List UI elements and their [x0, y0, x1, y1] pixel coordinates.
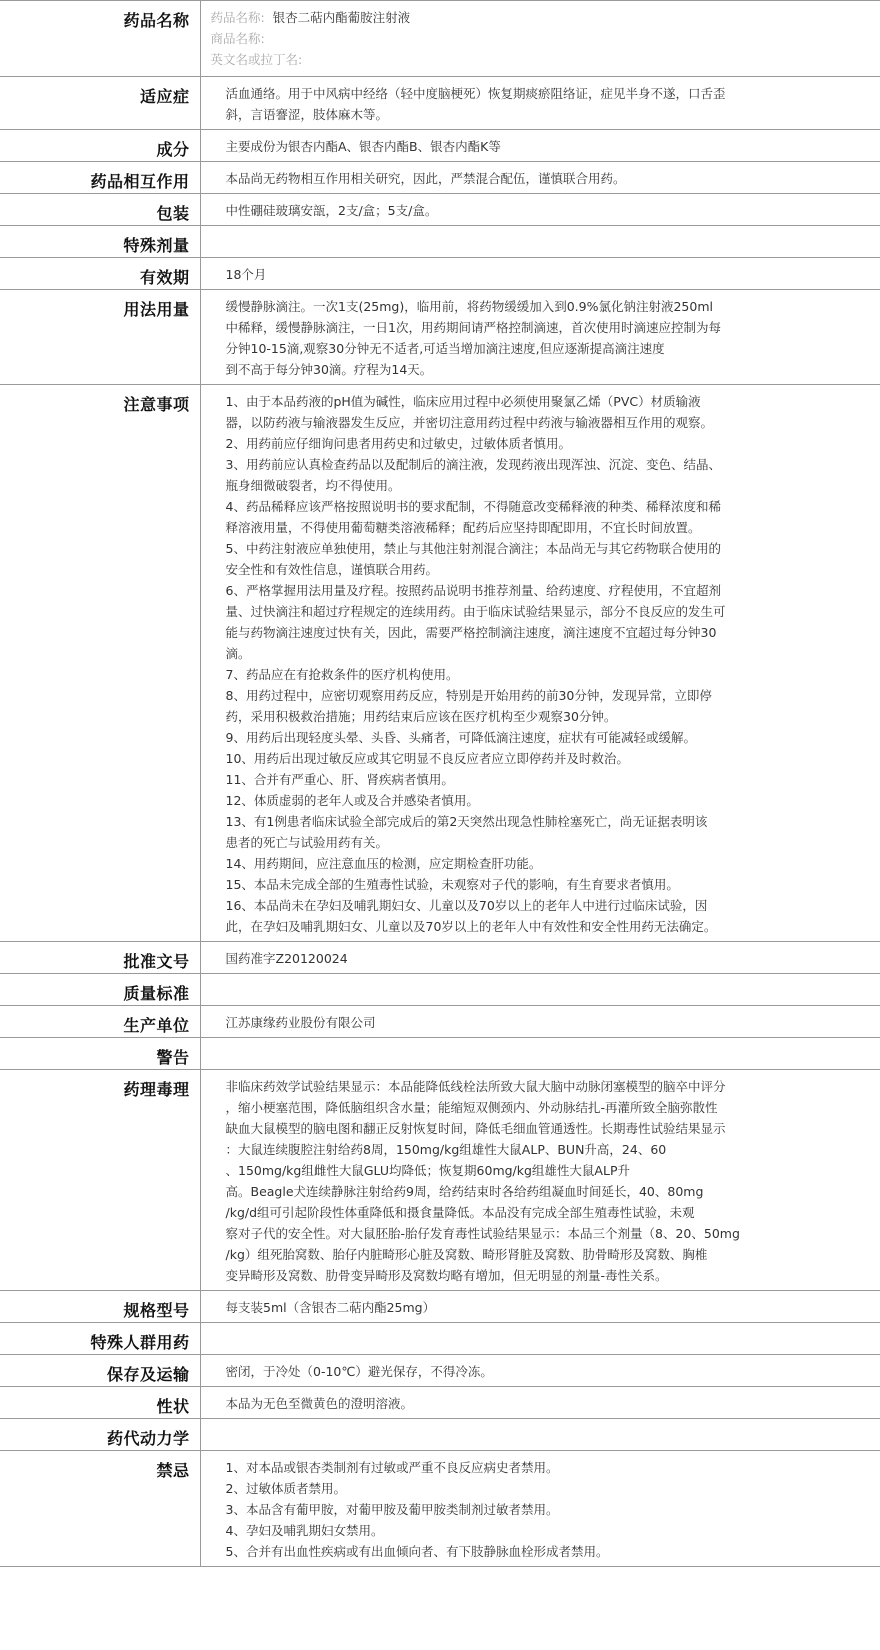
table-row: [0, 226, 880, 258]
text-line: ，缩小梗塞范围，降低脑组织含水量；能缩短双侧颈内、外动脉结扎-再灌所致全脑弥散性: [225, 1100, 718, 1115]
table-row: [0, 1355, 880, 1387]
row-value: [200, 1291, 880, 1323]
table-row: [0, 258, 880, 290]
text-line: 量、过快滴注和超过疗程规定的连续用药。由于临床试验结果显示，部分不良反应的发生可: [225, 604, 726, 619]
text-line: 每支装5ml（含银杏二萜内酯25mg）: [225, 1300, 436, 1315]
text-line: 本品为无色至微黄色的澄明溶液。: [225, 1396, 414, 1411]
text-line: 5、合并有出血性疾病或有出血倾向者、有下肢静脉血栓形成者禁用。: [225, 1544, 609, 1559]
text-line: 10、用药后出现过敏反应或其它明显不良反应者应立即停药并及时救治。: [225, 751, 629, 766]
table-row: [0, 1038, 880, 1070]
text-line: 2、过敏体质者禁用。: [225, 1481, 346, 1496]
table-row: [0, 385, 880, 942]
row-value: [200, 130, 880, 162]
text-line: 8、用药过程中，应密切观察用药反应，特别是开始用药的前30分钟，发现异常，立即停: [225, 688, 712, 703]
text-line: 中稀释，缓慢静脉滴注，一日1次，用药期间请严格控制滴速，首次使用时滴速应控制为每: [225, 320, 721, 335]
row-value: [200, 942, 880, 974]
row-label: 批准文号: [0, 942, 200, 974]
text-line: 16、本品尚未在孕妇及哺乳期妇女、儿童以及70岁以上的老年人中进行过临床试验，因: [225, 898, 708, 913]
text-line: 到不高于每分钟30滴。疗程为14天。: [225, 362, 433, 377]
row-value: [200, 1355, 880, 1387]
row-label: 特殊人群用药: [0, 1323, 200, 1355]
table-row: [0, 162, 880, 194]
row-value: [200, 290, 880, 385]
row-value: [200, 1070, 880, 1291]
text-line: 11、合并有严重心、肝、肾疾病者慎用。: [225, 772, 454, 787]
table-row: [0, 1419, 880, 1451]
table-row: [0, 77, 880, 130]
text-line: 中性硼硅玻璃安瓿，2支/盒；5支/盒。: [225, 203, 438, 218]
text-line: 6、严格掌握用法用量及疗程。按照药品说明书推荐剂量、给药速度、疗程使用，不宜超剂: [225, 583, 721, 598]
table-row: [0, 194, 880, 226]
table-row: [0, 130, 880, 162]
english-name-label: 英文名或拉丁名:: [210, 52, 303, 67]
generic-name-value: 银杏二萜内酯葡胺注射液: [272, 10, 411, 25]
row-label: 药品相互作用: [0, 162, 200, 194]
row-value: [200, 1451, 880, 1567]
row-value: [200, 1387, 880, 1419]
text-line: 滴。: [225, 646, 251, 661]
row-value: [200, 194, 880, 226]
row-value: [200, 1323, 880, 1355]
row-label: 特殊剂量: [0, 226, 200, 258]
row-value: [200, 1006, 880, 1038]
text-line: 释溶液用量，不得使用葡萄糖类溶液稀释；配药后应坚持即配即用，不宜长时间放置。: [225, 520, 701, 535]
row-label: 用法用量: [0, 290, 200, 385]
row-label: 性状: [0, 1387, 200, 1419]
row-drug-name: [0, 1, 880, 77]
text-line: 13、有1例患者临床试验全部完成后的第2天突然出现急性肺栓塞死亡，尚无证据表明该: [225, 814, 708, 829]
text-line: 活血通络。用于中风病中经络（轻中度脑梗死）恢复期痰瘀阻络证，症见半身不遂，口舌歪: [225, 86, 726, 101]
text-line: 江苏康缘药业股份有限公司: [225, 1015, 376, 1030]
english-name-line: [211, 49, 821, 70]
row-label: 质量标准: [0, 974, 200, 1006]
row-label: 成分: [0, 130, 200, 162]
text-line: 高。Beagle犬连续静脉注射给药9周，给药结束时各给药组凝血时间延长，40、80mg: [225, 1184, 704, 1199]
text-line: 缓慢静脉滴注。一次1支(25mg)，临用前，将药物缓缓加入到0.9%氯化钠注射液250ml: [225, 299, 713, 314]
text-line: 1、对本品或银杏类制剂有过敏或严重不良反应病史者禁用。: [225, 1460, 559, 1475]
text-line: 14、用药期间，应注意血压的检测，应定期检查肝功能。: [225, 856, 542, 871]
text-line: 15、本品未完成全部的生殖毒性试验，未观察对子代的影响，有生育要求者慎用。: [225, 877, 679, 892]
drug-names: [200, 1, 880, 77]
text-line: 安全性和有效性信息，谨慎联合用药。: [225, 562, 439, 577]
row-value: [200, 385, 880, 942]
text-line: 察对子代的安全性。对大鼠胚胎-胎仔发育毒性试验结果显示：本品三个剂量（8、20、50mg: [225, 1226, 740, 1241]
text-line: 患者的死亡与试验用药有关。: [225, 835, 389, 850]
generic-name-line: [211, 7, 821, 28]
row-label: 适应症: [0, 77, 200, 130]
text-line: 密闭，于冷处（0-10℃）避光保存，不得冷冻。: [225, 1364, 493, 1379]
row-label: 禁忌: [0, 1451, 200, 1567]
row-value: [200, 1038, 880, 1070]
row-value: [200, 258, 880, 290]
row-value: [200, 77, 880, 130]
row-label: 药代动力学: [0, 1419, 200, 1451]
table-row: [0, 1387, 880, 1419]
text-line: 变异畸形及窝数、肋骨变异畸形及窝数均略有增加，但无明显的剂量-毒性关系。: [225, 1268, 668, 1283]
text-line: 非临床药效学试验结果显示：本品能降低线栓法所致大鼠大脑中动脉闭塞模型的脑卒中评分: [225, 1079, 726, 1094]
text-line: 斜，言语謇涩，肢体麻木等。: [225, 107, 389, 122]
text-line: 1、由于本品药液的pH值为碱性，临床应用过程中必须使用聚氯乙烯（PVC）材质输液: [225, 394, 701, 409]
text-line: 5、中药注射液应单独使用，禁止与其他注射剂混合滴注；本品尚无与其它药物联合使用的: [225, 541, 721, 556]
table-row: [0, 974, 880, 1006]
table-row: [0, 942, 880, 974]
text-line: 、150mg/kg组雌性大鼠GLU均降低；恢复期60mg/kg组雄性大鼠ALP升: [225, 1163, 630, 1178]
text-line: ：大鼠连续腹腔注射给药8周，150mg/kg组雄性大鼠ALP、BUN升高，24、60: [225, 1142, 667, 1157]
text-line: 此，在孕妇及哺乳期妇女、儿童以及70岁以上的老年人中有效性和安全性用药无法确定。: [225, 919, 717, 934]
text-line: 3、本品含有葡甲胺，对葡甲胺及葡甲胺类制剂过敏者禁用。: [225, 1502, 559, 1517]
text-line: /kg）组死胎窝数、胎仔内脏畸形心脏及窝数、畸形肾脏及窝数、肋骨畸形及窝数、胸椎: [225, 1247, 708, 1262]
table-row: [0, 290, 880, 385]
text-line: 缺血大鼠模型的脑电图和翻正反射恢复时间，降低毛细血管通透性。长期毒性试验结果显示: [225, 1121, 726, 1136]
text-line: 9、用药后出现轻度头晕、头昏、头痛者，可降低滴注速度，症状有可能减轻或缓解。: [225, 730, 696, 745]
text-line: 药，采用积极救治措施；用药结束后应该在医疗机构至少观察30分钟。: [225, 709, 617, 724]
trade-name-line: [211, 28, 821, 49]
text-line: 器，以防药液与输液器发生反应，并密切注意用药过程中药液与输液器相互作用的观察。: [225, 415, 714, 430]
text-line: 瓶身细微破裂者，均不得使用。: [225, 478, 401, 493]
row-label: 规格型号: [0, 1291, 200, 1323]
text-line: 7、药品应在有抢救条件的医疗机构使用。: [225, 667, 459, 682]
table-row: [0, 1451, 880, 1567]
text-line: 主要成份为银杏内酯A、银杏内酯B、银杏内酯K等: [225, 139, 501, 154]
row-label: 药品名称: [0, 1, 200, 77]
table-row: [0, 1070, 880, 1291]
text-line: 4、孕妇及哺乳期妇女禁用。: [225, 1523, 384, 1538]
text-line: 国药准字Z20120024: [225, 951, 348, 966]
row-value: [200, 226, 880, 258]
text-line: /kg/d组可引起阶段性体重降低和摄食量降低。本品没有完成全部生殖毒性试验，未观: [225, 1205, 695, 1220]
text-line: 12、体质虚弱的老年人或及合并感染者慎用。: [225, 793, 479, 808]
row-value: [200, 974, 880, 1006]
row-label: 有效期: [0, 258, 200, 290]
row-value: [200, 1419, 880, 1451]
generic-name-label: 药品名称:: [210, 10, 265, 25]
text-line: 3、用药前应认真检查药品以及配制后的滴注液，发现药液出现浑浊、沉淀、变色、结晶、: [225, 457, 721, 472]
row-label: 注意事项: [0, 385, 200, 942]
table-row: [0, 1323, 880, 1355]
row-label: 包装: [0, 194, 200, 226]
table-row: [0, 1291, 880, 1323]
text-line: 4、药品稀释应该严格按照说明书的要求配制，不得随意改变稀释液的种类、稀释浓度和稀: [225, 499, 721, 514]
row-label: 药理毒理: [0, 1070, 200, 1291]
trade-name-label: 商品名称:: [210, 31, 265, 46]
table-row: [0, 1006, 880, 1038]
row-label: 生产单位: [0, 1006, 200, 1038]
text-line: 18个月: [225, 267, 267, 282]
text-line: 2、用药前应仔细询问患者用药史和过敏史，过敏体质者慎用。: [225, 436, 571, 451]
text-line: 本品尚无药物相互作用相关研究，因此，严禁混合配伍，谨慎联合用药。: [225, 171, 626, 186]
row-value: [200, 162, 880, 194]
row-label: 保存及运输: [0, 1355, 200, 1387]
text-line: 能与药物滴注速度过快有关，因此，需要严格控制滴注速度，滴注速度不宜超过每分钟30: [225, 625, 717, 640]
text-line: 分钟10-15滴,观察30分钟无不适者,可适当增加滴注速度,但应逐渐提高滴注速度: [225, 341, 665, 356]
row-label: 警告: [0, 1038, 200, 1070]
